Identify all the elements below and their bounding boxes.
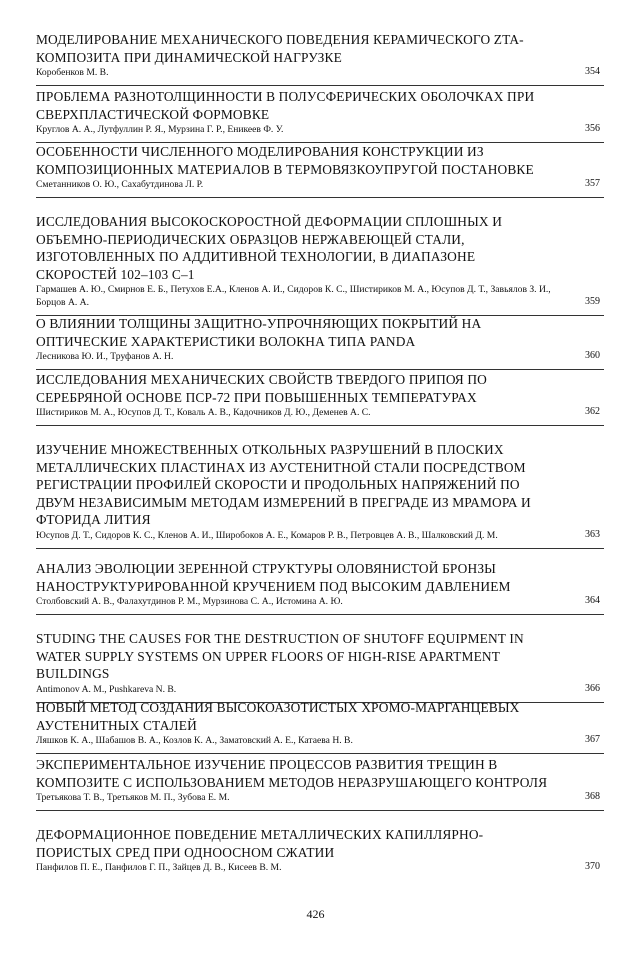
entry-divider: [36, 753, 604, 754]
entry-title: НОВЫЙ МЕТОД СОЗДАНИЯ ВЫСОКОАЗОТИСТЫХ ХРОМО-МАРГАНЦЕВЫХ АУСТЕНИТНЫХ СТАЛЕЙ: [36, 700, 520, 733]
entry-authors: Панфилов П. Е., Панфилов Г. П., Зайцев Д. В., Кисеев В. М.: [36, 862, 282, 873]
toc-entry: [36, 88, 604, 136]
entry-title: ДЕФОРМАЦИОННОЕ ПОВЕДЕНИЕ МЕТАЛЛИЧЕСКИХ КАПИЛЛЯРНО-ПОРИСТЫХ СРЕД ПРИ ОДНООСНОМ СЖАТИИ: [36, 827, 484, 860]
entry-authors: Antimonov A. M., Pushkareva N. B.: [36, 683, 177, 695]
entry-title: ИССЛЕДОВАНИЯ МЕХАНИЧЕСКИХ СВОЙСТВ ТВЕРДОГО ПРИПОЯ ПО СЕРЕБРЯНОЙ ОСНОВЕ ПСР-72 ПРИ ПОВЫШЕННЫХ ТЕМПЕРАТУРАХ: [36, 372, 487, 405]
toc-entry: [36, 441, 604, 542]
entry-title: ИЗУЧЕНИЕ МНОЖЕСТВЕННЫХ ОТКОЛЬНЫХ РАЗРУШЕНИЙ В ПЛОСКИХ МЕТАЛЛИЧЕСКИХ ПЛАСТИНАХ ИЗ АУСТЕНИТНОЙ СТАЛИ ПОСРЕДСТВОМ РЕГИСТРАЦИИ ПРОФИЛЕЙ СКОРОСТИ И ПРОДОЛЬНЫХ НАПРЯЖЕНИЙ ПО ДВУМ НЕЗАВИСИМЫМ МЕТОДАМ ИЗМЕРЕНИЙ В ПРЕГРАДЕ ИЗ МРАМОРА И ФТОРИДА ЛИТИЯ: [36, 442, 531, 527]
entry-page-number: 363: [585, 528, 600, 540]
entry-authors: Юсупов Д. Т., Сидоров К. С., Кленов А. И., Широбоков А. Е., Комаров Р. В., Петровцев А. В., Шалковский Д. М.: [36, 529, 498, 541]
entry-page-number: 364: [585, 595, 600, 606]
entry-page-number: 359: [585, 296, 600, 307]
entry-title: STUDING THE CAUSES FOR THE DESTRUCTION OF SHUTOFF EQUIPMENT IN WATER SUPPLY SYSTEMS ON UPPER FLOORS OF HIGH-RISE APARTMENT BUILDINGS: [36, 631, 524, 681]
entry-divider: [36, 85, 604, 86]
entry-divider: [36, 548, 604, 549]
toc-entry: [36, 826, 604, 874]
entry-page-number: 366: [585, 682, 600, 694]
toc-entry: [36, 213, 604, 309]
toc-entry: [36, 31, 604, 79]
entry-title: АНАЛИЗ ЭВОЛЮЦИИ ЗЕРЕННОЙ СТРУКТУРЫ ОЛОВЯНИСТОЙ БРОНЗЫ НАНОСТРУКТУРИРОВАННОЙ КРУЧЕНИЕМ ПОД ВЫСОКИМ ДАВЛЕНИЕМ: [36, 561, 511, 594]
entry-authors: Гармашев А. Ю., Смирнов Е. Б., Петухов Е.А., Кленов А. И., Сидоров К. С., Шистириков М. А., Юсупов Д. Т., Завьялов З. И., Борцов А. А.: [36, 284, 551, 308]
toc-entry: [36, 756, 604, 804]
entry-page-number: 357: [585, 178, 600, 189]
entry-divider: [36, 197, 604, 198]
entry-title: О ВЛИЯНИИ ТОЛЩИНЫ ЗАЩИТНО-УПРОЧНЯЮЩИХ ПОКРЫТИЙ НА ОПТИЧЕСКИЕ ХАРАКТЕРИСТИКИ ВОЛОКНА ТИПА PANDA: [36, 316, 482, 349]
entry-page-number: 362: [585, 406, 600, 417]
entry-title: ИССЛЕДОВАНИЯ ВЫСОКОСКОРОСТНОЙ ДЕФОРМАЦИИ СПЛОШНЫХ И ОБЪЕМНО-ПЕРИОДИЧЕСКИХ ОБРАЗЦОВ НЕРЖАВЕЮЩЕЙ СТАЛИ, ИЗГОТОВЛЕННЫХ ПО АДДИТИВНОЙ ТЕХНОЛОГИИ, В ДИАПАЗОНЕ СКОРОСТЕЙ 102–103 С–1: [36, 214, 503, 282]
entry-authors: Круглов А. А., Лутфуллин Р. Я., Мурзина Г. Р., Еникеев Ф. У.: [36, 124, 284, 135]
entry-title: ЭКСПЕРИМЕНТАЛЬНОЕ ИЗУЧЕНИЕ ПРОЦЕССОВ РАЗВИТИЯ ТРЕЩИН В КОМПОЗИТЕ С ИСПОЛЬЗОВАНИЕМ МЕТОДОВ НЕРАЗРУШАЮЩЕГО КОНТРОЛЯ: [36, 757, 548, 790]
entry-divider: [36, 614, 604, 615]
entry-page-number: 356: [585, 123, 600, 134]
entry-page-number: 367: [585, 734, 600, 745]
entry-title: ОСОБЕННОСТИ ЧИСЛЕННОГО МОДЕЛИРОВАНИЯ КОНСТРУКЦИИ ИЗ КОМПОЗИЦИОННЫХ МАТЕРИАЛОВ В ТЕРМОВЯЗКОУПРУГОЙ ПОСТАНОВКЕ: [36, 144, 534, 177]
toc-entry: [36, 371, 604, 419]
entry-page-number: 370: [585, 861, 600, 872]
entry-page-number: 354: [585, 66, 600, 77]
entry-authors: Шистириков М. А., Юсупов Д. Т., Коваль А. В., Кадочников Д. Ю., Деменев А. С.: [36, 407, 371, 418]
entry-authors: Столбовский А. В., Фалахутдинов Р. М., Мурзинова С. А., Истомина А. Ю.: [36, 596, 343, 607]
toc-entry: [36, 143, 604, 191]
entry-authors: Лесникова Ю. И., Труфанов А. Н.: [36, 351, 174, 362]
toc-entry: [36, 630, 604, 696]
entry-divider: [36, 369, 604, 370]
toc-entry: [36, 560, 604, 608]
page-number: 426: [306, 907, 325, 921]
entry-authors: Сметанников О. Ю., Сахабутдинова Л. Р.: [36, 179, 204, 190]
entry-authors: Третьякова Т. В., Третьяков М. П., Зубова Е. М.: [36, 792, 230, 803]
entry-divider: [36, 810, 604, 811]
toc-entry: [36, 315, 604, 363]
entry-page-number: 360: [585, 350, 600, 361]
entry-title: МОДЕЛИРОВАНИЕ МЕХАНИЧЕСКОГО ПОВЕДЕНИЯ КЕРАМИЧЕСКОГО ZTA-КОМПОЗИТА ПРИ ДИНАМИЧЕСКОЙ НАГРУЗКЕ: [36, 32, 524, 65]
toc-entry: [36, 699, 604, 747]
entry-authors: Ляшков К. А., Шабашов В. А., Козлов К. А., Заматовский А. Е., Катаева Н. В.: [36, 735, 353, 746]
entry-authors: Коробенков М. В.: [36, 67, 109, 78]
entry-divider: [36, 425, 604, 426]
entry-title: ПРОБЛЕМА РАЗНОТОЛЩИННОСТИ В ПОЛУСФЕРИЧЕСКИХ ОБОЛОЧКАХ ПРИ СВЕРХПЛАСТИЧЕСКОЙ ФОРМОВКЕ: [36, 89, 535, 122]
entry-page-number: 368: [585, 791, 600, 802]
